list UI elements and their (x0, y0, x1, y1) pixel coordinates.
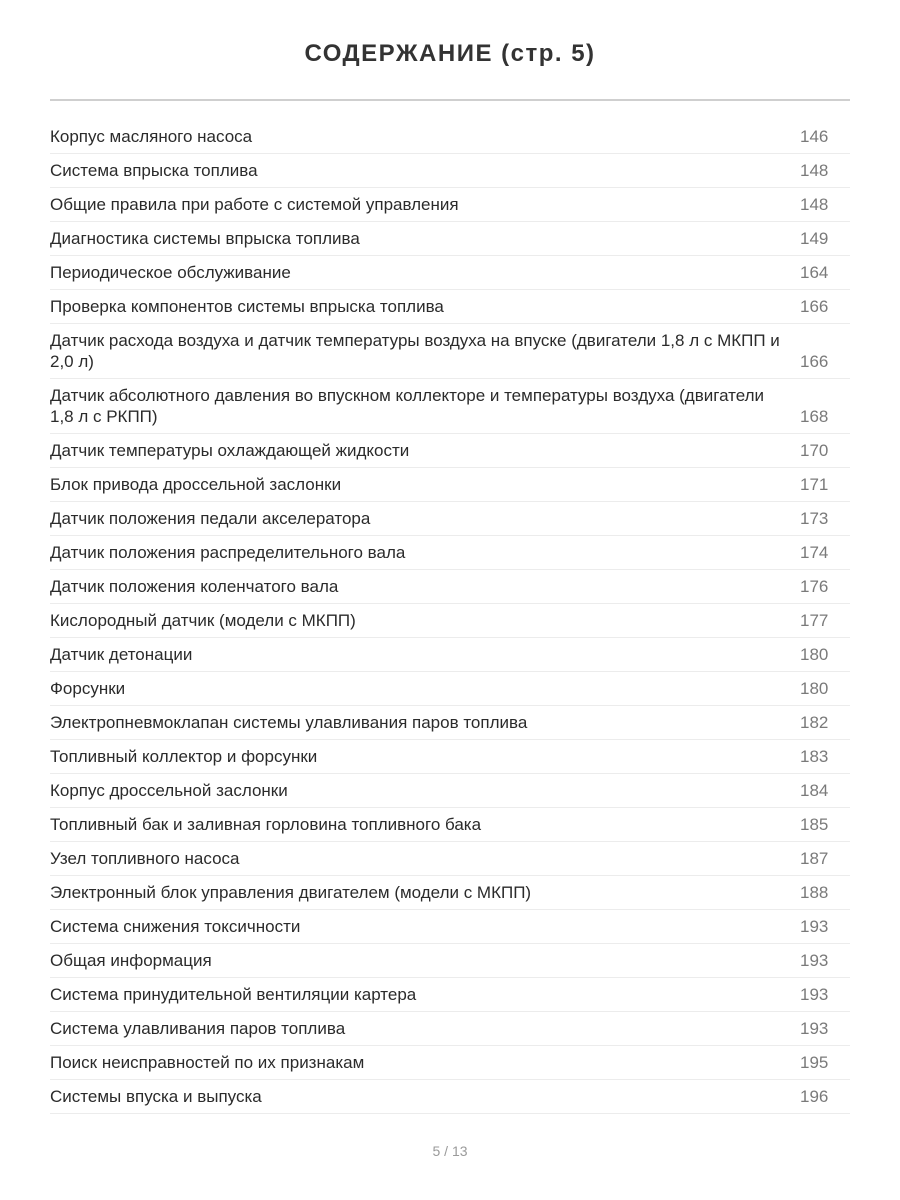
toc-entry-title: Система улавливания паров топлива (50, 1019, 346, 1038)
page-indicator: 5 / 13 (432, 1143, 468, 1159)
toc-entry-title: Диагностика системы впрыска топлива (50, 229, 360, 248)
toc-entry-title: Система снижения токсичности (50, 917, 301, 936)
page-title: СОДЕРЖАНИЕ (стр. 5) (304, 40, 596, 67)
toc-entry[interactable] (50, 1080, 850, 1114)
toc-entry-page: 170 (800, 441, 829, 460)
toc-entry[interactable] (50, 324, 850, 379)
toc-entry-page: 148 (800, 195, 829, 214)
toc-entry[interactable] (50, 536, 850, 570)
toc-entry[interactable] (50, 222, 850, 256)
toc-entry-page: 193 (800, 985, 829, 1004)
toc-entry-page: 180 (800, 679, 829, 698)
toc-entry[interactable] (50, 638, 850, 672)
toc-entry-page: 148 (800, 161, 829, 180)
toc-entry[interactable] (50, 876, 850, 910)
toc-entry[interactable] (50, 256, 850, 290)
toc-entry-title: Узел топливного насоса (50, 849, 240, 868)
toc-entry-title: Общая информация (50, 951, 212, 970)
toc-entry-page: 171 (800, 475, 829, 494)
toc-entry[interactable] (50, 1012, 850, 1046)
toc-entry-title: Корпус масляного насоса (50, 127, 253, 146)
toc-entry-page: 195 (800, 1053, 829, 1072)
toc-entry-title: Блок привода дроссельной заслонки (50, 475, 342, 494)
toc-entry-title: Датчик расхода воздуха и датчик температуры воздуха на впуске (двигатели 1,8 л с МКПП и 2,0 л) (50, 331, 780, 371)
toc-entry-title: Электронный блок управления двигателем (модели с МКПП) (50, 883, 532, 902)
toc-entry-page: 185 (800, 815, 829, 834)
toc-entry-title: Проверка компонентов системы впрыска топлива (50, 297, 444, 316)
toc-entry-title: Электропневмоклапан системы улавливания паров топлива (50, 713, 528, 732)
toc-entry-page: 173 (800, 509, 829, 528)
toc-entry-title: Периодическое обслуживание (50, 263, 291, 282)
toc-entry-title: Форсунки (50, 679, 126, 698)
toc-entry-title: Системы впуска и выпуска (50, 1087, 262, 1106)
toc-entry-title: Датчик положения распределительного вала (50, 543, 406, 562)
toc-entry-page: 149 (800, 229, 829, 248)
toc-entry-title: Кислородный датчик (модели с МКПП) (50, 611, 356, 630)
toc-entry-page: 146 (800, 127, 829, 146)
toc-entry[interactable] (50, 706, 850, 740)
toc-entry-page: 174 (800, 543, 829, 562)
toc-entry-title: Датчик температуры охлаждающей жидкости (50, 441, 410, 460)
toc-entry-page: 180 (800, 645, 829, 664)
toc-entry[interactable] (50, 944, 850, 978)
toc-entry[interactable] (50, 120, 850, 154)
toc-entry[interactable] (50, 434, 850, 468)
toc-entry[interactable] (50, 604, 850, 638)
toc-entry[interactable] (50, 740, 850, 774)
toc-entry-title: Датчик положения коленчатого вала (50, 577, 339, 596)
toc-entry-page: 182 (800, 713, 829, 732)
toc-entry-page: 193 (800, 951, 829, 970)
toc-entry-title: Датчик абсолютного давления во впускном коллекторе и температуры воздуха (двигатели 1,8 л с РКПП) (50, 386, 765, 426)
toc-entry-title: Топливный бак и заливная горловина топливного бака (50, 815, 482, 834)
toc-entry-title: Топливный коллектор и форсунки (50, 747, 318, 766)
toc-entry[interactable] (50, 978, 850, 1012)
toc-entry[interactable] (50, 502, 850, 536)
toc-entry-page: 164 (800, 263, 829, 282)
toc-entry-page: 176 (800, 577, 829, 596)
toc-entry[interactable] (50, 774, 850, 808)
toc-entry[interactable] (50, 468, 850, 502)
toc-entry[interactable] (50, 570, 850, 604)
toc-entry-page: 187 (800, 849, 829, 868)
toc-entry-page: 168 (800, 407, 829, 426)
toc-entry[interactable] (50, 1046, 850, 1080)
toc-entry-page: 196 (800, 1087, 829, 1106)
toc-entry[interactable] (50, 910, 850, 944)
toc-entry-title: Система впрыска топлива (50, 161, 258, 180)
toc-entry-page: 177 (800, 611, 829, 630)
toc-entry-page: 193 (800, 1019, 829, 1038)
toc-entry-title: Общие правила при работе с системой управления (50, 195, 459, 214)
toc-entry-title: Поиск неисправностей по их признакам (50, 1053, 365, 1072)
toc-entry[interactable] (50, 154, 850, 188)
toc-entry[interactable] (50, 188, 850, 222)
toc-entry-title: Корпус дроссельной заслонки (50, 781, 288, 800)
toc-entry-title: Система принудительной вентиляции картера (50, 985, 417, 1004)
toc-entry[interactable] (50, 379, 850, 434)
toc-list (50, 120, 850, 1114)
toc-entry-page: 166 (800, 297, 829, 316)
toc-entry-page: 188 (800, 883, 829, 902)
toc-entry-title: Датчик детонации (50, 645, 193, 664)
toc-entry-page: 193 (800, 917, 829, 936)
toc-entry[interactable] (50, 808, 850, 842)
toc-entry-title: Датчик положения педали акселератора (50, 509, 371, 528)
title-divider (50, 99, 850, 101)
toc-entry-page: 166 (800, 352, 829, 371)
toc-entry[interactable] (50, 842, 850, 876)
toc-entry-page: 183 (800, 747, 829, 766)
toc-entry[interactable] (50, 672, 850, 706)
toc-entry[interactable] (50, 290, 850, 324)
toc-entry-page: 184 (800, 781, 829, 800)
